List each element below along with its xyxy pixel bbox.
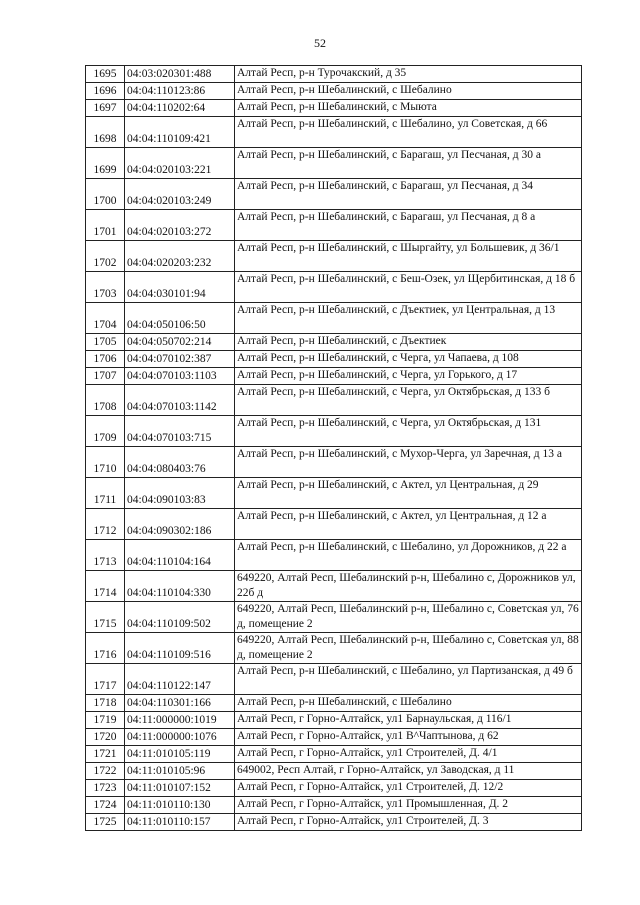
address-cell: Алтай Респ, р-н Шебалинский, с Черга, ул Октябрьская, д 133 б [235, 385, 582, 416]
row-number-cell: 1702 [86, 241, 125, 272]
table-row [86, 368, 582, 385]
address-cell: Алтай Респ, р-н Шебалинский, с Беш-Озек, ул Щербитинская, д 18 б [235, 272, 582, 303]
row-number-cell: 1705 [86, 334, 125, 351]
page-number: 52 [314, 36, 326, 50]
address-cell: Алтай Респ, р-н Шебалинский, с Мыюта [235, 100, 582, 117]
address-cell: Алтай Респ, р-н Шебалинский, с Шебалино [235, 83, 582, 100]
property-registry-table [85, 65, 582, 831]
cadastral-number-cell: 04:11:010105:119 [125, 746, 235, 763]
row-number-cell: 1723 [86, 780, 125, 797]
cadastral-number-cell: 04:04:110122:147 [125, 664, 235, 695]
row-number-cell: 1696 [86, 83, 125, 100]
cadastral-number-cell: 04:04:020103:272 [125, 210, 235, 241]
table-row [86, 540, 582, 571]
table-row [86, 303, 582, 334]
address-cell: Алтай Респ, г Горно-Алтайск, ул1 В^Чаптынова, д 62 [235, 729, 582, 746]
cadastral-number-cell: 04:04:110301:166 [125, 695, 235, 712]
row-number-cell: 1711 [86, 478, 125, 509]
table-row [86, 447, 582, 478]
table-row [86, 509, 582, 540]
table-row [86, 797, 582, 814]
row-number-cell: 1704 [86, 303, 125, 334]
row-number-cell: 1721 [86, 746, 125, 763]
cadastral-number-cell: 04:04:080403:76 [125, 447, 235, 478]
cadastral-number-cell: 04:04:110104:164 [125, 540, 235, 571]
row-number-cell: 1716 [86, 633, 125, 664]
row-number-cell: 1699 [86, 148, 125, 179]
cadastral-number-cell: 04:11:010105:96 [125, 763, 235, 780]
address-cell: Алтай Респ, р-н Шебалинский, с Шебалино, ул Советская, д 66 [235, 117, 582, 148]
address-cell: Алтай Респ, р-н Шебалинский, с Черга, ул Чапаева, д 108 [235, 351, 582, 368]
cadastral-number-cell: 04:04:110109:502 [125, 602, 235, 633]
cadastral-number-cell: 04:04:070102:387 [125, 351, 235, 368]
cadastral-number-cell: 04:04:050106:50 [125, 303, 235, 334]
address-cell: Алтай Респ, г Горно-Алтайск, ул1 Строителей, Д. 12/2 [235, 780, 582, 797]
table-row [86, 746, 582, 763]
cadastral-number-cell: 04:11:010107:152 [125, 780, 235, 797]
cadastral-number-cell: 04:04:070103:715 [125, 416, 235, 447]
address-cell: Алтай Респ, р-н Шебалинский, с Шебалино, ул Дорожников, д 22 а [235, 540, 582, 571]
table-row [86, 351, 582, 368]
table-row [86, 729, 582, 746]
row-number-cell: 1700 [86, 179, 125, 210]
address-cell: Алтай Респ, р-н Шебалинский, с Барагаш, ул Песчаная, д 30 а [235, 148, 582, 179]
table-row [86, 179, 582, 210]
address-cell: Алтай Респ, р-н Шебалинский, с Шебалино [235, 695, 582, 712]
table-row [86, 664, 582, 695]
table-row [86, 571, 582, 602]
row-number-cell: 1712 [86, 509, 125, 540]
cadastral-number-cell: 04:04:070103:1142 [125, 385, 235, 416]
row-number-cell: 1695 [86, 66, 125, 83]
cadastral-number-cell: 04:04:020103:221 [125, 148, 235, 179]
row-number-cell: 1724 [86, 797, 125, 814]
table-row [86, 712, 582, 729]
table-row [86, 385, 582, 416]
row-number-cell: 1725 [86, 814, 125, 831]
address-cell: 649002, Респ Алтай, г Горно-Алтайск, ул Заводская, д 11 [235, 763, 582, 780]
row-number-cell: 1706 [86, 351, 125, 368]
row-number-cell: 1710 [86, 447, 125, 478]
table-row [86, 272, 582, 303]
address-cell: Алтай Респ, р-н Шебалинский, с Дъектиек [235, 334, 582, 351]
address-cell: Алтай Респ, р-н Шебалинский, с Шебалино, ул Партизанская, д 49 б [235, 664, 582, 695]
cadastral-number-cell: 04:04:020203:232 [125, 241, 235, 272]
table-row [86, 148, 582, 179]
row-number-cell: 1714 [86, 571, 125, 602]
registry-body [86, 66, 582, 831]
cadastral-number-cell: 04:03:020301:488 [125, 66, 235, 83]
table-row [86, 117, 582, 148]
table-row [86, 100, 582, 117]
row-number-cell: 1697 [86, 100, 125, 117]
table-row [86, 633, 582, 664]
table-row [86, 763, 582, 780]
cadastral-number-cell: 04:04:110123:86 [125, 83, 235, 100]
row-number-cell: 1709 [86, 416, 125, 447]
cadastral-number-cell: 04:04:030101:94 [125, 272, 235, 303]
address-cell: Алтай Респ, г Горно-Алтайск, ул1 Барнаульская, д 116/1 [235, 712, 582, 729]
address-cell: Алтай Респ, г Горно-Алтайск, ул1 Промышленная, Д. 2 [235, 797, 582, 814]
cadastral-number-cell: 04:04:110109:516 [125, 633, 235, 664]
row-number-cell: 1708 [86, 385, 125, 416]
address-cell: Алтай Респ, р-н Шебалинский, с Актел, ул Центральная, д 12 а [235, 509, 582, 540]
row-number-cell: 1707 [86, 368, 125, 385]
table-row [86, 478, 582, 509]
row-number-cell: 1713 [86, 540, 125, 571]
table-row [86, 210, 582, 241]
address-cell: Алтай Респ, р-н Шебалинский, с Барагаш, ул Песчаная, д 8 а [235, 210, 582, 241]
row-number-cell: 1715 [86, 602, 125, 633]
cadastral-number-cell: 04:04:110109:421 [125, 117, 235, 148]
table-row [86, 695, 582, 712]
table-row [86, 334, 582, 351]
table-row [86, 814, 582, 831]
address-cell: Алтай Респ, р-н Турочакский, д 35 [235, 66, 582, 83]
cadastral-number-cell: 04:04:110104:330 [125, 571, 235, 602]
cadastral-number-cell: 04:04:050702:214 [125, 334, 235, 351]
address-cell: 649220, Алтай Респ, Шебалинский р-н, Шебалино с, Советская ул, 88 д, помещение 2 [235, 633, 582, 664]
row-number-cell: 1719 [86, 712, 125, 729]
table-row [86, 602, 582, 633]
address-cell: 649220, Алтай Респ, Шебалинский р-н, Шебалино с, Советская ул, 76 д, помещение 2 [235, 602, 582, 633]
address-cell: Алтай Респ, р-н Шебалинский, с Дъектиек, ул Центральная, д 13 [235, 303, 582, 334]
cadastral-number-cell: 04:11:010110:130 [125, 797, 235, 814]
address-cell: Алтай Респ, р-н Шебалинский, с Барагаш, ул Песчаная, д 34 [235, 179, 582, 210]
address-cell: Алтай Респ, р-н Шебалинский, с Шыргайту, ул Большевик, д 36/1 [235, 241, 582, 272]
table-row [86, 66, 582, 83]
address-cell: Алтай Респ, р-н Шебалинский, с Мухор-Черга, ул Заречная, д 13 а [235, 447, 582, 478]
address-cell: Алтай Респ, р-н Шебалинский, с Черга, ул Октябрьская, д 131 [235, 416, 582, 447]
row-number-cell: 1720 [86, 729, 125, 746]
cadastral-number-cell: 04:11:000000:1019 [125, 712, 235, 729]
row-number-cell: 1698 [86, 117, 125, 148]
row-number-cell: 1722 [86, 763, 125, 780]
cadastral-number-cell: 04:04:110202:64 [125, 100, 235, 117]
table-row [86, 416, 582, 447]
table-row [86, 780, 582, 797]
cadastral-number-cell: 04:04:070103:1103 [125, 368, 235, 385]
table-row [86, 241, 582, 272]
table-row [86, 83, 582, 100]
address-cell: Алтай Респ, г Горно-Алтайск, ул1 Строителей, Д. 4/1 [235, 746, 582, 763]
cadastral-number-cell: 04:04:090302:186 [125, 509, 235, 540]
row-number-cell: 1717 [86, 664, 125, 695]
cadastral-number-cell: 04:11:000000:1076 [125, 729, 235, 746]
cadastral-number-cell: 04:04:020103:249 [125, 179, 235, 210]
address-cell: 649220, Алтай Респ, Шебалинский р-н, Шебалино с, Дорожников ул, 22б д [235, 571, 582, 602]
row-number-cell: 1703 [86, 272, 125, 303]
row-number-cell: 1701 [86, 210, 125, 241]
cadastral-number-cell: 04:04:090103:83 [125, 478, 235, 509]
cadastral-number-cell: 04:11:010110:157 [125, 814, 235, 831]
address-cell: Алтай Респ, г Горно-Алтайск, ул1 Строителей, Д. 3 [235, 814, 582, 831]
row-number-cell: 1718 [86, 695, 125, 712]
address-cell: Алтай Респ, р-н Шебалинский, с Актел, ул Центральная, д 29 [235, 478, 582, 509]
address-cell: Алтай Респ, р-н Шебалинский, с Черга, ул Горького, д 17 [235, 368, 582, 385]
